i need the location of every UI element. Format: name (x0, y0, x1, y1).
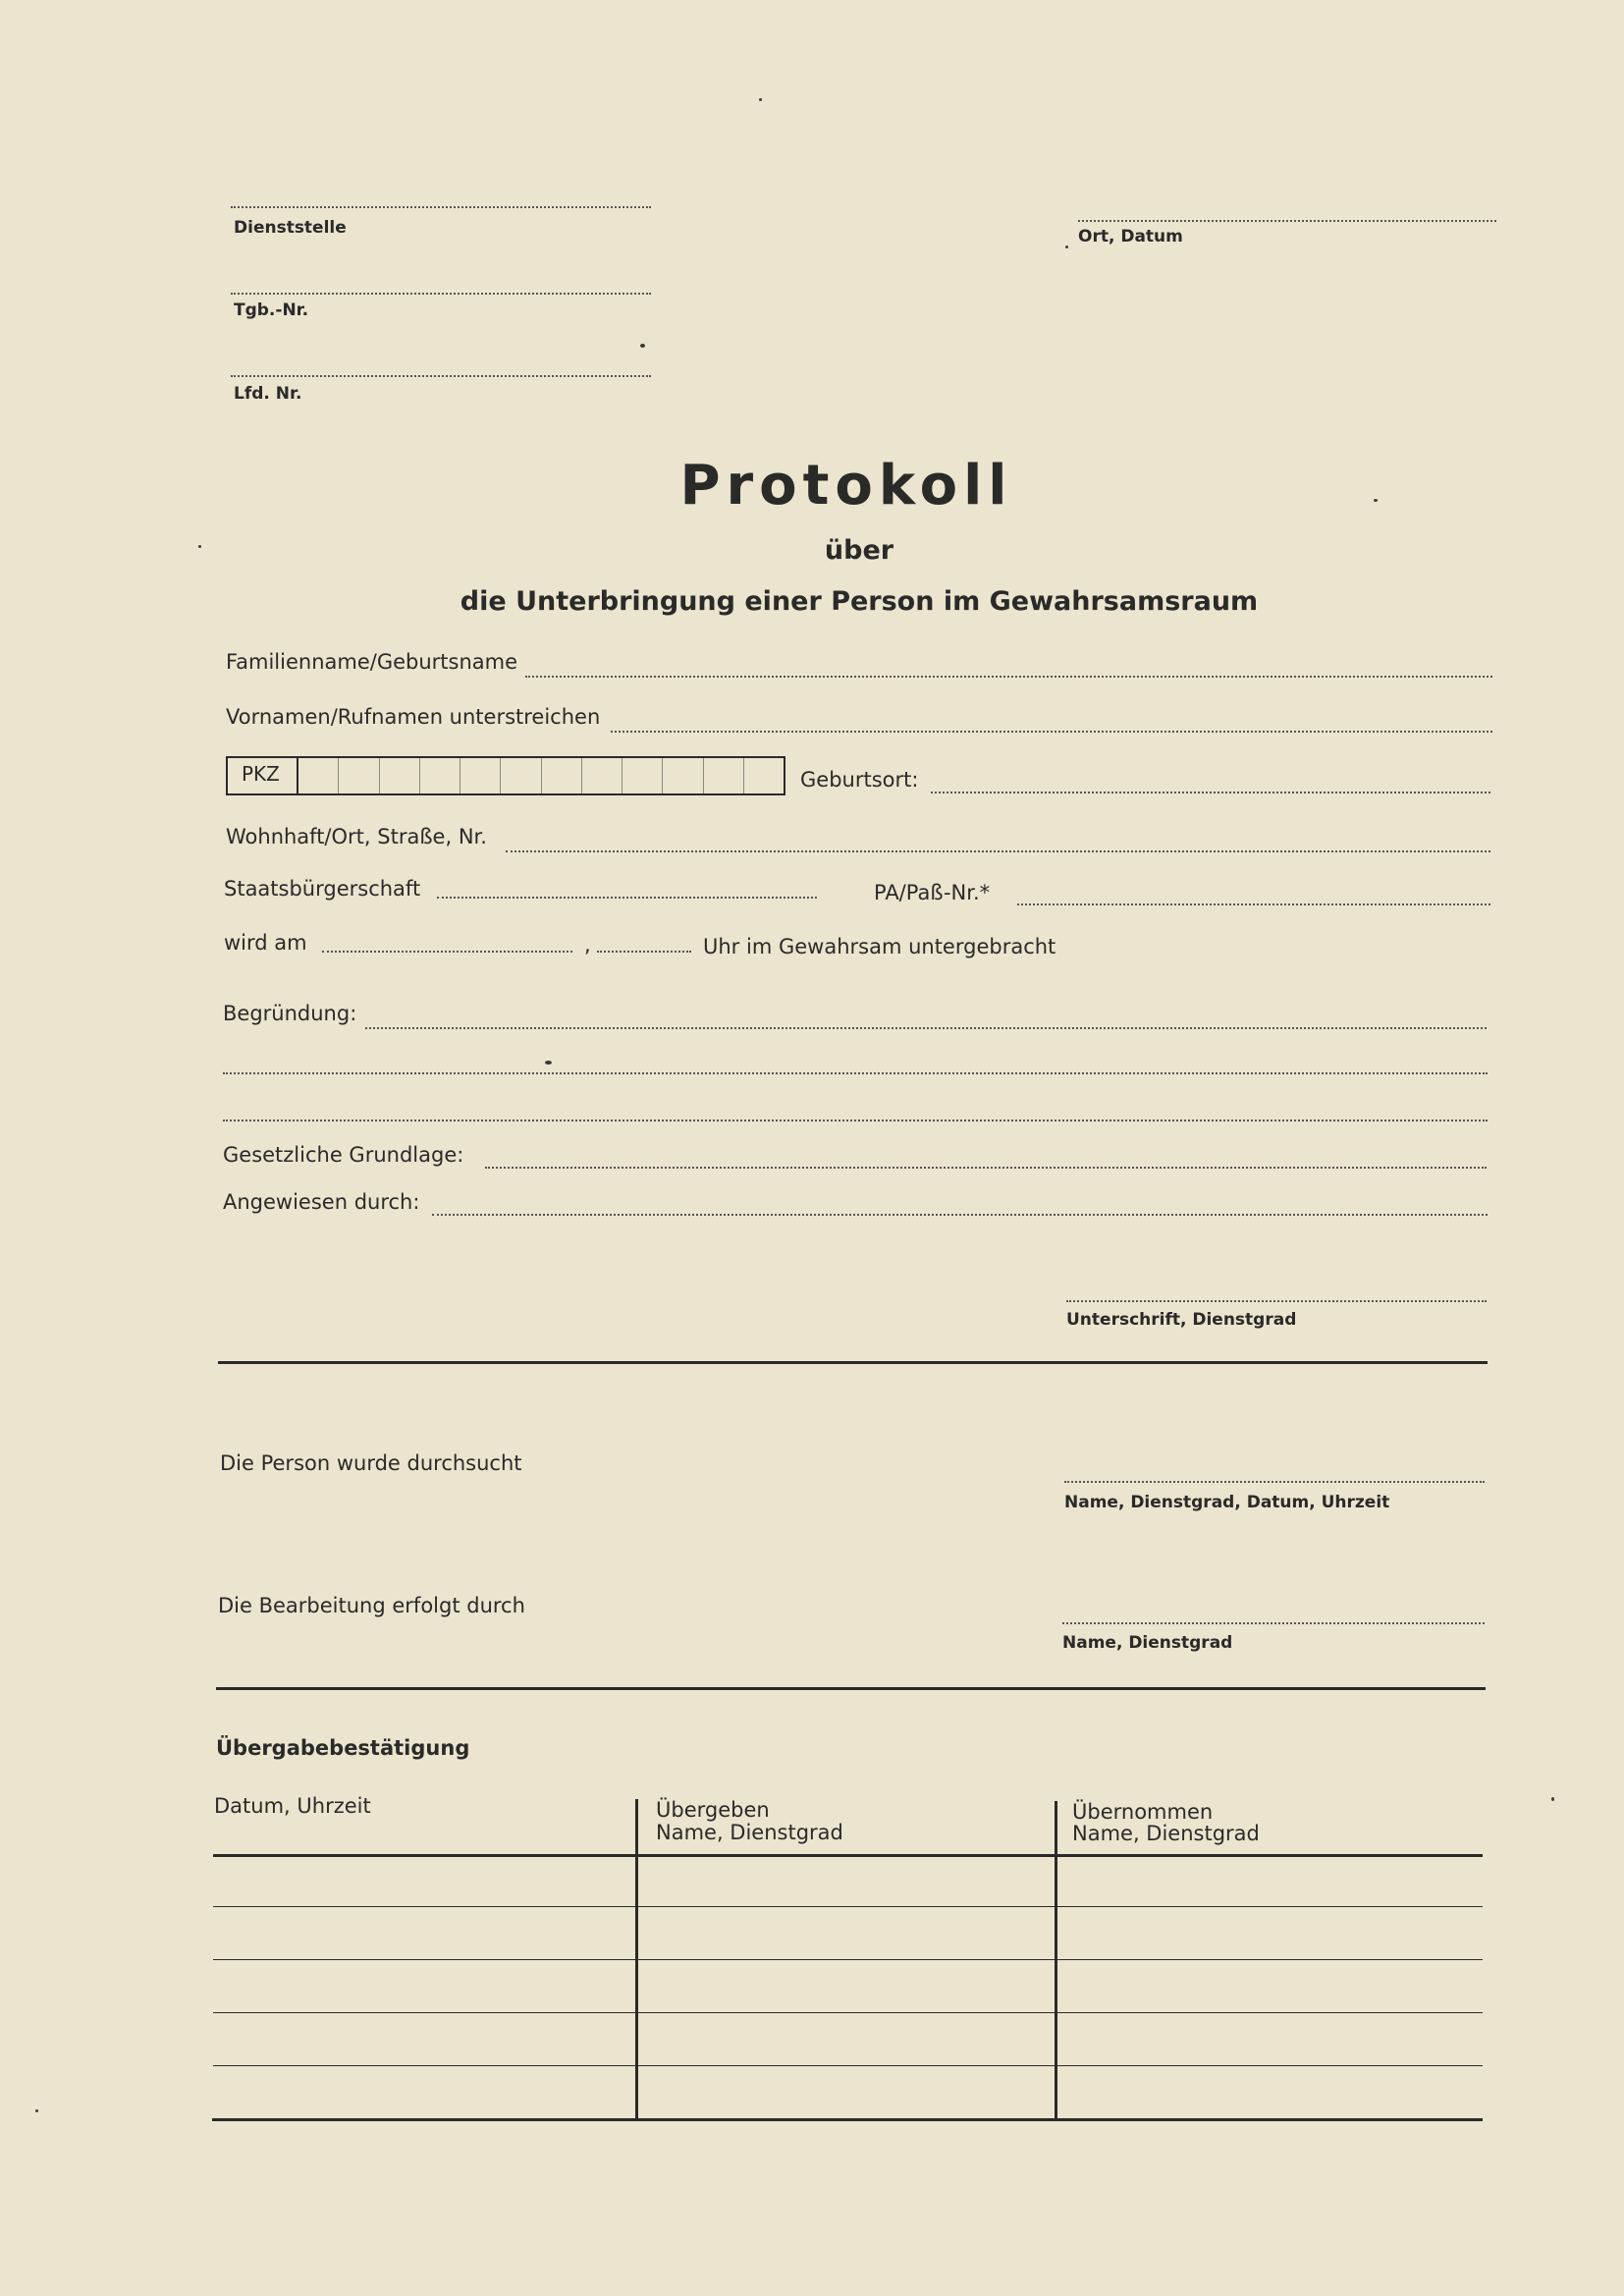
pkz-cell[interactable] (744, 758, 784, 793)
pkz-cell[interactable] (460, 758, 501, 793)
handover-heading: Übergabebestätigung (216, 1736, 470, 1760)
unterschrift-label: Unterschrift, Dienstgrad (1066, 1310, 1297, 1330)
staatsbuergerschaft-label: Staatsbürgerschaft (224, 877, 421, 901)
tgb-nr-label: Tgb.-Nr. (234, 301, 309, 320)
pkz-cell[interactable] (663, 758, 703, 793)
pkz-cell[interactable] (542, 758, 582, 793)
wird-am-label: wird am (224, 931, 307, 955)
dienststelle-line[interactable] (231, 206, 651, 208)
bearbeitung-signature-label: Name, Dienstgrad (1062, 1633, 1233, 1653)
table-row[interactable] (213, 1959, 1483, 1960)
wohnhaft-field[interactable] (506, 850, 1490, 852)
gesetzliche-grundlage-label: Gesetzliche Grundlage: (223, 1143, 464, 1167)
lfd-nr-label: Lfd. Nr. (234, 384, 302, 404)
section-divider (216, 1687, 1486, 1690)
section-divider (218, 1361, 1488, 1364)
geburtsort-field[interactable] (931, 792, 1490, 793)
handover-col-uebernommen: Übernommen (1072, 1800, 1214, 1824)
durchsucht-label: Die Person wurde durchsucht (220, 1451, 522, 1475)
table-column-divider (635, 1799, 638, 2121)
title-subtitle: die Unterbringung einer Person im Gewahrsamsraum (460, 586, 1259, 617)
handover-col-uebergeben-sub: Name, Dienstgrad (656, 1821, 843, 1844)
pkz-cell[interactable] (704, 758, 744, 793)
ort-datum-label: Ort, Datum (1078, 227, 1183, 246)
paper-speck (640, 344, 645, 348)
wohnhaft-label: Wohnhaft/Ort, Straße, Nr. (226, 825, 487, 848)
pa-pass-label: PA/Paß-Nr.* (874, 881, 991, 904)
familienname-label: Familienname/Geburtsname (226, 650, 518, 674)
gesetzliche-grundlage-field[interactable] (485, 1167, 1487, 1169)
begruendung-label: Begründung: (223, 1002, 357, 1025)
table-bottom-rule (212, 2118, 1483, 2121)
pkz-cell[interactable] (623, 758, 663, 793)
handover-col-uebergeben: Übergeben (656, 1798, 770, 1822)
handover-col-datum: Datum, Uhrzeit (214, 1794, 371, 1818)
unterschrift-line[interactable] (1066, 1300, 1487, 1302)
pkz-cell[interactable] (380, 758, 420, 793)
uhr-label: Uhr im Gewahrsam untergebracht (703, 935, 1056, 958)
pa-pass-field[interactable] (1017, 903, 1490, 905)
pkz-cell[interactable] (582, 758, 623, 793)
vornamen-label: Vornamen/Rufnamen unterstreichen (226, 705, 601, 729)
table-header-rule (213, 1854, 1483, 1857)
pkz-cell[interactable] (501, 758, 541, 793)
pkz-box[interactable] (226, 756, 785, 795)
staatsbuergerschaft-field[interactable] (437, 897, 817, 899)
paper-speck (1374, 499, 1378, 502)
page-title: Protokoll (679, 454, 1013, 518)
table-column-divider (1055, 1801, 1057, 2121)
paper-speck (198, 545, 201, 548)
angewiesen-durch-field[interactable] (432, 1214, 1488, 1216)
datum-field[interactable] (322, 951, 572, 953)
paper-speck (35, 2109, 38, 2112)
komma: , (584, 933, 591, 957)
lfd-nr-line[interactable] (231, 375, 651, 377)
durchsucht-signature-label: Name, Dienstgrad, Datum, Uhrzeit (1064, 1493, 1390, 1512)
title-ueber: über (824, 535, 894, 566)
ort-datum-line[interactable] (1078, 220, 1496, 222)
dienststelle-label: Dienststelle (234, 218, 347, 238)
table-row[interactable] (213, 1906, 1483, 1907)
handover-col-uebernommen-sub: Name, Dienstgrad (1072, 1822, 1260, 1845)
angewiesen-durch-label: Angewiesen durch: (223, 1190, 420, 1214)
uhrzeit-field[interactable] (597, 951, 691, 953)
tgb-nr-line[interactable] (231, 293, 651, 295)
vornamen-field[interactable] (611, 731, 1492, 733)
paper-speck (759, 98, 762, 101)
begruendung-line-3[interactable] (223, 1120, 1488, 1121)
pkz-label: PKZ (228, 758, 298, 793)
durchsucht-signature-line[interactable] (1064, 1481, 1485, 1483)
paper-speck (545, 1061, 552, 1065)
pkz-cell[interactable] (420, 758, 460, 793)
bearbeitung-signature-line[interactable] (1062, 1622, 1485, 1624)
pkz-cell[interactable] (298, 758, 339, 793)
table-row[interactable] (213, 2012, 1483, 2013)
familienname-field[interactable] (525, 676, 1492, 678)
paper-speck (1065, 246, 1068, 248)
begruendung-line-2[interactable] (223, 1072, 1488, 1074)
begruendung-field[interactable] (365, 1027, 1487, 1029)
table-row[interactable] (213, 2065, 1483, 2066)
geburtsort-label: Geburtsort: (800, 768, 919, 792)
paper-speck (1551, 1797, 1554, 1801)
pkz-cell[interactable] (339, 758, 379, 793)
bearbeitung-label: Die Bearbeitung erfolgt durch (218, 1594, 525, 1617)
